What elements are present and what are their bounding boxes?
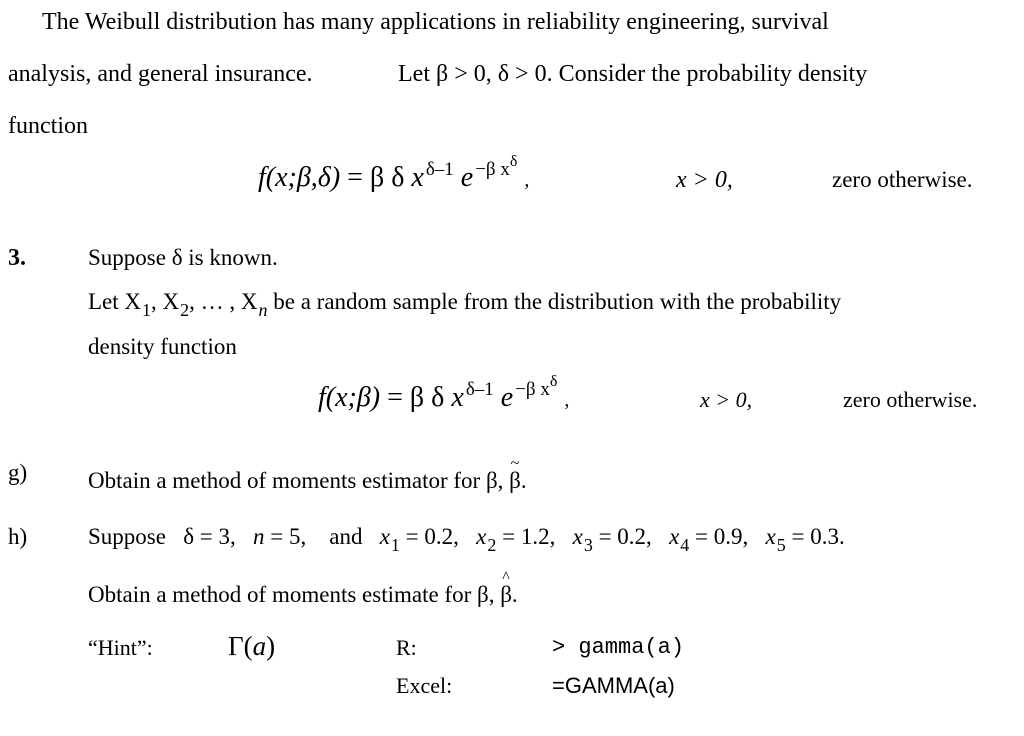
- x: x: [411, 162, 424, 193]
- delta-known: Suppose δ is known.: [88, 245, 278, 270]
- part-h-data: Suppose δ = 3, n = 5, and $x_1 = 0.2$, $x_2 = 1.2$, $x_3 = 0.2$, $x_4 = 0.9$, $x_5 = 0.3$.: [88, 524, 845, 555]
- intro-line-3: function: [8, 113, 88, 139]
- hat-accent: ^: [502, 569, 510, 586]
- beta-hat: ^ β: [500, 569, 512, 607]
- e: e: [460, 162, 474, 193]
- f: f: [258, 162, 266, 193]
- tilde-accent: ~: [510, 455, 520, 472]
- condition-2: x > 0,: [700, 387, 753, 412]
- hint-label: “Hint”:: [88, 635, 153, 660]
- density-label: density function: [88, 334, 237, 359]
- beta-tilde: ~ β: [509, 455, 521, 493]
- eq: = β δ: [340, 162, 412, 193]
- part-g-label: g): [8, 460, 28, 485]
- pdf-formula-1: [258, 153, 530, 196]
- otherwise-2: zero otherwise.: [843, 387, 978, 412]
- sample-line: Let $X_1$, $X_2$, … , $X_n$ be a random sample from the distribution with the probability: [88, 289, 842, 320]
- r-label: R:: [396, 635, 417, 660]
- excel-code: =GAMMA(a): [552, 673, 675, 698]
- comma: ,: [524, 169, 530, 191]
- problem-number: 3.: [8, 245, 26, 271]
- part-h-text: Obtain a method of moments estimate for β, ^ β .: [88, 569, 518, 607]
- intro-line-2a: analysis, and general insurance.: [8, 61, 313, 87]
- excel-label: Excel:: [396, 673, 453, 698]
- intro-line-2b: Let β > 0, δ > 0. Consider the probability density: [398, 61, 868, 87]
- part-h-label: h): [8, 524, 28, 549]
- args: (x;β,δ): [265, 162, 341, 193]
- r-code: > gamma(a): [552, 635, 685, 660]
- part-g-text: Obtain a method of moments estimator for β, ~ β .: [88, 455, 527, 493]
- condition-1: x > 0,: [676, 167, 733, 193]
- exp: δ–1: [425, 159, 454, 180]
- intro-line-1: The Weibull distribution has many applications in reliability engineering, survival: [42, 9, 829, 35]
- gamma-function: Γ(a): [228, 631, 276, 661]
- otherwise-1: zero otherwise.: [832, 167, 973, 192]
- pdf-formula-2: f(x;β) = β δ x $^{\delta-1}$ e $^{-\beta x^\delta}$ ,: [318, 373, 570, 413]
- exp: −β xδ: [475, 153, 518, 180]
